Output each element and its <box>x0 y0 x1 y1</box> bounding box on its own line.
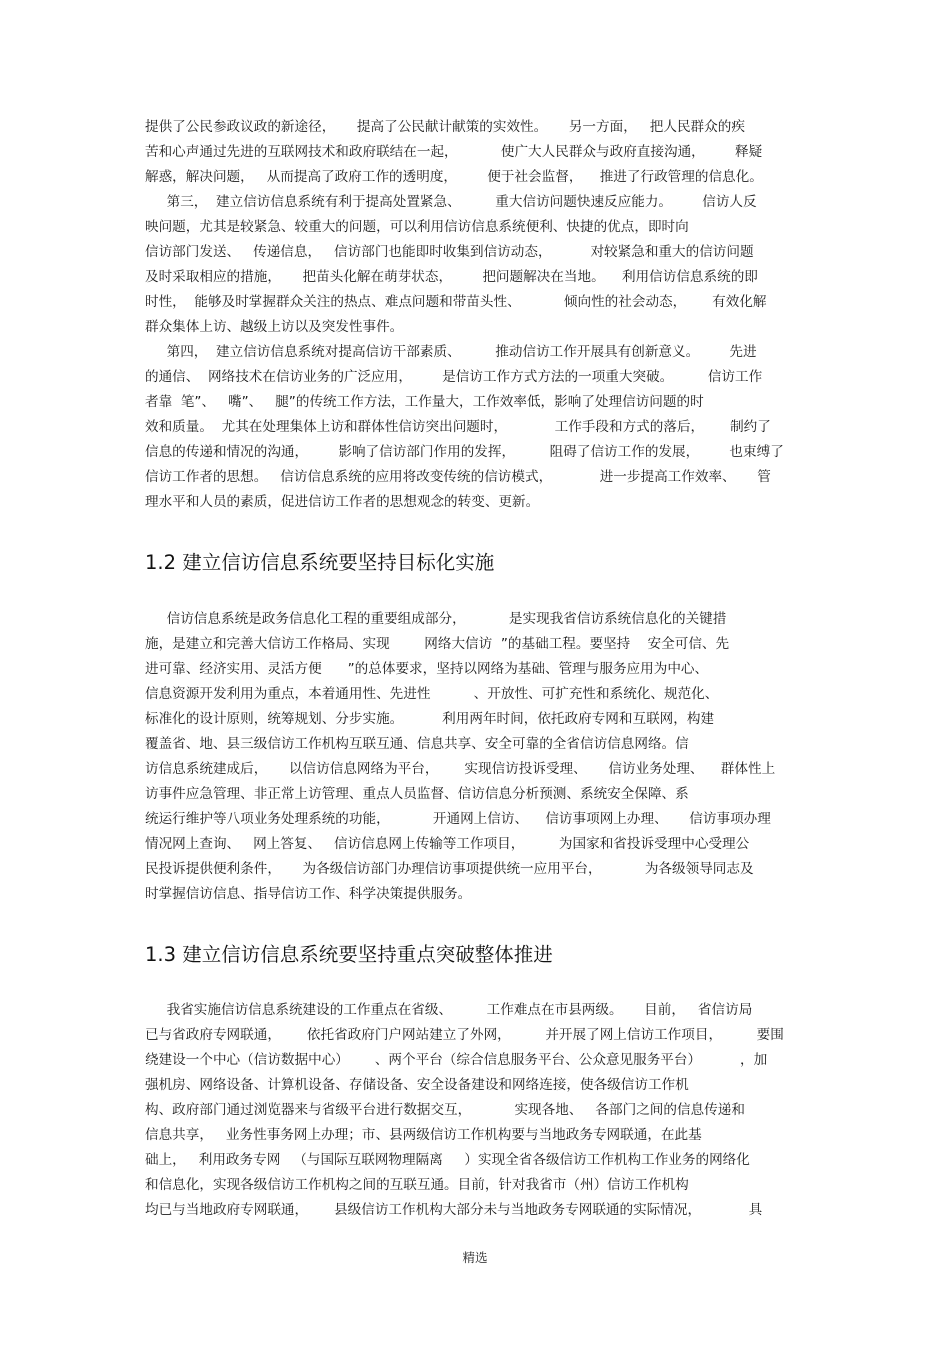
text-line: 础上， 利用政务专网 （与国际互联网物理隔离 ）实现全省各级信访工作机构工作业务的网络化 <box>145 1152 750 1168</box>
text-line: 信访部门发送、 传递信息， 信访部门也能即时收集到信访动态， 对较紧急和重大的信访问题 <box>145 244 754 260</box>
text-line: 进可靠、经济实用、灵活方便 ”的总体要求，坚持以网络为基础、管理与服务应用为中心、 <box>145 661 709 677</box>
text-line: 映问题，尤其是较紧急、较重大的问题，可以利用信访信息系统便利、快捷的优点，即时向 <box>145 219 689 235</box>
text-line: 及时采取相应的措施， 把苗头化解在萌芽状态， 把问题解决在当地。 利用信访信息系统的即 <box>145 269 758 285</box>
text-line: 情况网上查询、 网上答复、 信访信息网上传输等工作项目， 为国家和省投诉受理中心受理公 <box>145 836 750 852</box>
page-footer-label: 精选 <box>462 1250 488 1265</box>
text-line: 时性， 能够及时掌握群众关注的热点、难点问题和带苗头性、 倾向性的社会动态， 有效化解 <box>145 294 767 310</box>
text-line: 提供了公民参政议政的新途径， 提高了公民献计献策的实效性。 另一方面， 把人民群众的疾 <box>145 119 745 135</box>
text-line: 访事件应急管理、非正常上访管理、重点人员监督、信访信息分析预测、系统安全保障、系 <box>145 786 689 802</box>
text-line: 苦和心声通过先进的互联网技术和政府联结在一起， 使广大人民群众与政府直接沟通， 释疑 <box>145 144 763 160</box>
text-line: 信访工作者的思想。 信访信息系统的应用将改变传统的信访模式， 进一步提高工作效率、 管 <box>145 469 771 485</box>
text-line: 者靠 笔”、 嘴”、 腿”的传统工作方法，工作量大，工作效率低，影响了处理信访问题的时 <box>145 394 704 410</box>
text-line: 均已与当地政府专网联通， 县级信访工作机构大部分未与当地政务专网联通的实际情况， 具 <box>145 1202 763 1218</box>
text-line: 信息共享， 业务性事务网上办理；市、县两级信访工作机构要与当地政务专网联通，在此基 <box>145 1127 702 1143</box>
text-line: 施，是建立和完善大信访工作格局、实现 网络大信访 ”的基础工程。要坚持 安全可信、先 <box>145 636 730 652</box>
text-line: 信息资源开发利用为重点，本着通用性、先进性 、开放性、可扩充性和系统化、规范化、 <box>145 686 719 702</box>
text-line: 理水平和人员的素质，促进信访工作者的思想观念的转变、更新。 <box>145 494 540 510</box>
text-line: 第三， 建立信访信息系统有利于提高处置紧急、 重大信访问题快速反应能力。 信访人反 <box>145 194 757 210</box>
section-heading-1-3: 1.3 建立信访信息系统要坚持重点突破整体推进 <box>145 943 553 966</box>
text-line: 访信息系统建成后， 以信访信息网络为平台， 实现信访投诉受理、 信访业务处理、 群体性上 <box>145 761 776 777</box>
text-line: 已与省政府专网联通， 依托省政府门户网站建立了外网， 并开展了网上信访工作项目， 要围 <box>145 1027 784 1043</box>
text-line: 解惑，解决问题， 从而提高了政府工作的透明度， 便于社会监督， 推进了行政管理的信息化。 <box>145 169 763 185</box>
text-line: 强机房、网络设备、计算机设备、存储设备、安全设备建设和网络连接，使各级信访工作机 <box>145 1077 689 1093</box>
text-line: 的通信、 网络技术在信访业务的广泛应用， 是信访工作方式方法的一项重大突破。 信访工作 <box>145 369 763 385</box>
text-line: 我省实施信访信息系统建设的工作重点在省级、 工作难点在市县两级。 目前， 省信访局 <box>145 1002 753 1018</box>
text-line: 时掌握信访信息、指导信访工作、科学决策提供服务。 <box>145 886 472 902</box>
text-line: 覆盖省、地、县三级信访工作机构互联互通、信息共享、安全可靠的全省信访信息网络。信 <box>145 736 689 752</box>
text-line: 第四， 建立信访信息系统对提高信访干部素质、 推动信访工作开展具有创新意义。 先进 <box>145 344 757 360</box>
section-heading-1-2: 1.2 建立信访信息系统要坚持目标化实施 <box>145 551 495 574</box>
text-line: 群众集体上访、越级上访以及突发性事件。 <box>145 319 404 335</box>
text-line: 构、政府部门通过浏览器来与省级平台进行数据交互， 实现各地、 各部门之间的信息传递和 <box>145 1102 745 1118</box>
text-line: 统运行维护等八项业务处理系统的功能， 开通网上信访、 信访事项网上办理、 信访事项办理 <box>145 811 771 827</box>
text-line: 信息的传递和情况的沟通， 影响了信访部门作用的发挥， 阻碍了信访工作的发展， 也束缚了 <box>145 444 784 460</box>
text-line: 效和质量。 尤其在处理集体上访和群体性信访突出问题时， 工作手段和方式的落后， 制约了 <box>145 419 771 435</box>
text-line: 绕建设一个中心（信访数据中心） 、两个平台（综合信息服务平台、公众意见服务平台） ，加 <box>145 1052 768 1068</box>
text-line: 标准化的设计原则，统筹规划、分步实施。 利用两年时间，依托政府专网和互联网，构建 <box>145 711 715 727</box>
text-line: 民投诉提供便利条件， 为各级信访部门办理信访事项提供统一应用平台， 为各级领导同志及 <box>145 861 754 877</box>
text-line: 和信息化，实现各级信访工作机构之间的互联互通。目前，针对我省市（州）信访工作机构 <box>145 1177 689 1193</box>
text-line: 信访信息系统是政务信息化工程的重要组成部分， 是实现我省信访系统信息化的关键措 <box>145 611 727 627</box>
